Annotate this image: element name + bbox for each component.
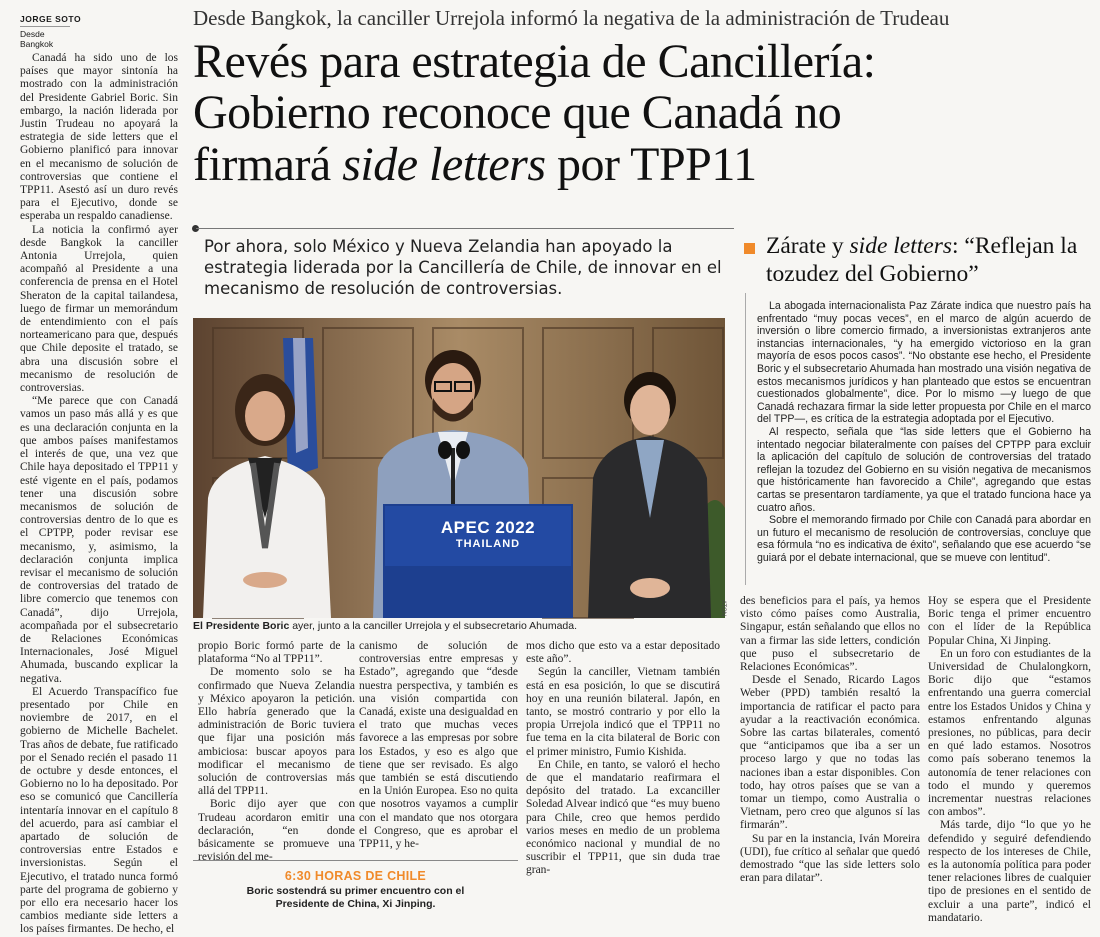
orange-square-icon (744, 243, 755, 254)
headline-line-3-pre: firmará (193, 137, 343, 191)
caption-bold: El Presidente Boric (193, 620, 290, 632)
sidebar-title-pre: Zárate y (766, 233, 850, 259)
sidebar-title-post: : “Reflejan la tozudez del Gobierno” (766, 233, 1078, 287)
info-box (193, 860, 518, 921)
podium-line-2: THAILAND (455, 538, 521, 550)
paragraph: Canadá ha sido uno de los países que mayor sintonía ha mostrado con la administración del Presidente Gabriel Boric. Sin embargo, la nación liderada por Justin Trudeau no apoyará la estrategia de side letters que el Gobierno planificó para innovar en el mecanismo de solución de controversias que contiene el TPP11. Asestó así un duro revés para el Ejecutivo, donde se esperaba un respaldo canadiense. (20, 52, 178, 223)
podium-line-1: APEC 2022 (440, 518, 536, 537)
paragraph: El Acuerdo Transpacífico fue presentado por Chile en noviembre de 2017, en el gobierno de Michelle Bachelet. Tras años de debate, fue ratificado por el Senado recién el pasado 11 de octubre y desde entonces, el Gobierno no lo ha depositado. Por eso se comunicó que Cancillería intentaría innovar en el capítulo 8 del acuerdo, para así cambiar el apartado de solución de controversias entre Estados e inversionistas. Según el Ejecutivo, el tratado nunca formó parte del programa de gobierno y por ello era necesario hacer los cambios mediante side letters a los países firmantes. De hecho, el (20, 685, 178, 936)
body-column-3 (359, 640, 518, 856)
photo-caption (193, 620, 733, 632)
body-column-4 (526, 640, 720, 930)
paragraph: Más tarde, dijo “lo que yo he defendido y seguiré defendiendo respecto de los intereses de Chile, es la autonomía política para poder tener relaciones libres de cualquier tipo de presiones en el sentido de excluir a una parte”, indicó el mandatario. (928, 819, 1091, 924)
paragraph: Según la canciller, Vietnam también está en esa posición, lo que se discutirá hoy en una reunión bilateral. Japón, en tanto, se mostró contrario y por ello la propia Urrejola indicó que el TPP11 no fue tema en la cita bilateral de Boric con el primer ministro, Fumio Kishida. (526, 666, 720, 758)
headline-italic: side letters (342, 137, 546, 191)
paragraph: La abogada internacionalista Paz Zárate indica que nuestro país ha enfrentado “muy pocas veces”, en el marco de algún acuerdo de inversión o libre comercio firmado, a inversionistas extranjeros ante instancias internacionales, “y ha emergido victorioso en la gran mayoría de esos pocos casos”. “No obstante ese hecho, el Presidente Boric y el subsecretario Ahumada han mostrado una visión negativa de estos mecanismos jurídicos y han planteado que estos se encuentran cuestionados globalmente”, dice. Por lo mismo —y luego de que Canadá rechazara firmar la side letter propuesta por Chile en el marco del TPP—, es crítica de la estrategia adoptada por el Ejecutivo. (757, 300, 1091, 426)
paragraph: canismo de solución de controversias entre empresas y Estado”, agregando que “desde nuestra perspectiva, y también es una visión compartida con Canadá, existe una desigualdad en el trato que muchas veces favorece a las empresas por sobre los Estados, y eso es algo que tiene que ser revisado. Es algo que también se está discutiendo en la Unión Europea. Eso no quita que nosotros vayamos a cumplir con el mandato que nos otorgara el Congreso, que es aprobar el TPP11, y he- (359, 640, 518, 851)
kicker: Desde Bangkok, la canciller Urrejola informó la negativa de la administración de Trudeau (193, 6, 950, 30)
sidebar-title-italic: side letters (849, 233, 952, 259)
paragraph: Sobre el memorando firmado por Chile con Canadá para abordar en un futuro el mecanismo de resolución de controversias, concluye que esa fórmula “no es indicativa de éxito”, señalando que ese acuerdo “se guiará por el debate internacional, que se mueve con lentitud”. (757, 514, 1091, 564)
paragraph: propio Boric formó parte de la plataforma “No al TPP11”. (198, 640, 355, 666)
podium-sign (413, 518, 563, 550)
paragraph: Hoy se espera que el Presidente Boric tenga el primer encuentro con el líder de la República Popular China, Xi Jinping. (928, 595, 1091, 647)
paragraph: “Me parece que con Canadá vamos un paso más allá y es que es una declaración conjunta en la que ambos países manifestamos el interés de que, una vez que Chile haya depositado el TPP11 y esté vigente en el país, podamos tener una discusión sobre mecanismos de solución de controversias dentro de lo que es el CPTPP, poder revisar ese mecanismo, y, asimismo, la declaración conjunta implica revisar el mecanismo de solución de controversias del tratado de libre comercio que tenemos con Canadá”, dijo Urrejola, acompañada por el subsecretario de Relaciones Económicas Internacionales, José Miguel Ahumada, buscando explicar la negativa. (20, 395, 178, 685)
paragraph: Desde el Senado, Ricardo Lagos Weber (PPD) también resaltó la importancia de ratificar el pacto para ayudar a la reactivación económica. Sobre las cartas bilaterales, comentó que “anticipamos que iba a ser un proceso largo y que no todas las naciones iban a estar disponibles. Con todo, hay otros países que se van a tomar un tiempo, como Australia o Vietnam, pero creo que algunos sí las firmarán”. (740, 674, 920, 832)
paragraph: Boric dijo ayer que con Trudeau acordaron emitir una declaración, “en donde básicamente se promueve una revisión del me- (198, 798, 355, 864)
headline-line-2: Gobierno reconoce que Canadá no (193, 86, 842, 140)
body-column-6 (928, 595, 1091, 930)
byline (20, 14, 170, 49)
paragraph: La noticia la confirmó ayer desde Bangkok la canciller Antonia Urrejola, quien acompañó al Presidente a una conferencia de prensa en el Hotel Sheraton de la capital tailandesa, luego de firmar un memorándum de entendimiento con el país norteamericano para que, después que Chile deposite el tratado, se abra una discusión sobre el mecanismo de resolución de controversias. (20, 223, 178, 395)
info-box-time: 6:30 HORAS DE CHILE (284, 869, 427, 883)
headline-line-1: Revés para estrategia de Cancillería: (193, 35, 876, 88)
paragraph: Su par en la instancia, Iván Moreira (UDI), fue crítico al señalar que quedó demostrado “que las side letters solo eran para dilatar”. (740, 832, 920, 885)
caption-rest: ayer, junto a la canciller Urrejola y el subsecretario Ahumada. (289, 620, 578, 632)
headline (193, 36, 1093, 190)
info-box-text: Boric sostendrá su primer encuentro con el Presidente de China, Xi Jinping. (246, 885, 465, 910)
body-column-left (20, 52, 178, 936)
paragraph: mos dicho que esto va a estar depositado este año”. (526, 640, 720, 666)
sidebar-title (766, 232, 1096, 288)
body-column-2 (198, 640, 355, 864)
news-photo (193, 318, 725, 618)
byline-place: Desde Bangkok (20, 26, 70, 49)
paragraph: En Chile, en tanto, se valoró el hecho de que el mandatario reafirmara el depósito del tratado. La excanciller Soledad Alvear indicó que “es muy bueno para Chile, creo que hemos perdido varios meses en medio de un problema económico nacional y mundial de no suscribir el TPP11, que sin duda trae gran- (526, 758, 720, 877)
body-column-5 (740, 595, 920, 930)
author-name: JORGE SOTO (20, 14, 82, 24)
paragraph: des beneficios para el país, ya hemos visto cómo países como Australia, Singapur, están señalando que ellos no van a firmar las side letters, condición que puso el subsecretario de Relaciones Económicas”. (740, 595, 920, 674)
divider-rule (196, 228, 734, 229)
photo-credit: ATON (720, 600, 726, 617)
paragraph: De momento solo se ha confirmado que Nueva Zelandia y México apoyaron la petición. Ello habría generado que la administración de Boric tuviera que fijar una posición más ambiciosa: buscar apoyos para modificar el mecanismo de solución de controversias más allá del TPP11. (198, 666, 355, 798)
paragraph: En un foro con estudiantes de la Universidad de Chulalongkorn, Boric dijo que “estamos enfrentando una guerra comercial entre los Estados Unidos y China y estamos enfrentando algunas presiones, no públicas, para decir en qué lado estamos. Nosotros como país soberano tenemos la autonomía de tener relaciones con todo el mundo y queremos incrementar nuestras relaciones con ambos”. (928, 647, 1091, 819)
headline-line-3 (193, 139, 1093, 190)
sidebar-body (757, 300, 1091, 590)
paragraph: Al respecto, señala que “las side letters que el Gobierno ha intentado negociar bilateralmente con países del CPTPP para excluir la aplicación del capítulo de solución de controversias del tratado reflejan la tozudez del Gobierno en su visión negativa de mecanismos que históricamente han favorecido a Chile”, agregando que estas cartas se presentaron tardíamente, ya que el tratado funciona hace ya cuatro años. (757, 425, 1091, 514)
sidebar-rule (745, 293, 746, 585)
subheadline: Por ahora, solo México y Nueva Zelandia han apoyado la estrategia liderada por la Cancillería de Chile, de innovar en el mecanismo de resolución de controversias. (204, 237, 722, 298)
headline-line-3-post: por TPP11 (545, 137, 757, 191)
